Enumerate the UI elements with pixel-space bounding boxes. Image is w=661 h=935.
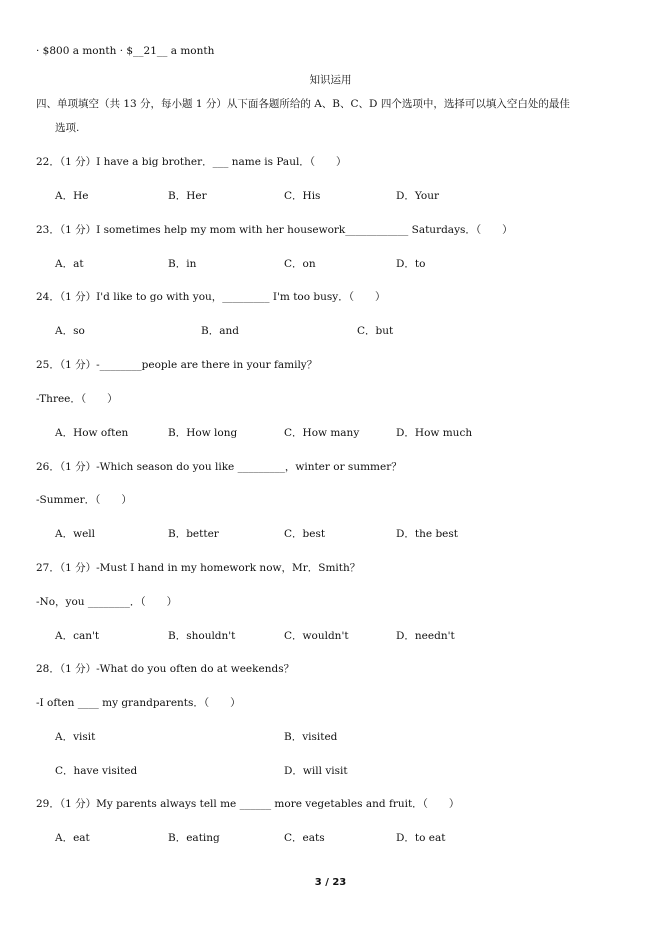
question-stem: 22．（1 分）I have a big brother．___ name is Paul．（ ） [36,156,347,168]
option-d[interactable]: D．needn't [396,630,455,642]
option-d[interactable]: D．to [396,258,426,270]
option-b[interactable]: B．Her [168,190,207,202]
option-c[interactable]: C．His [284,190,321,202]
option-a[interactable]: A．so [55,325,85,337]
option-a[interactable]: A．eat [55,832,90,844]
option-a[interactable]: A．How often [55,427,129,439]
option-c[interactable]: C．eats [284,832,325,844]
option-c[interactable]: C．but [357,325,394,337]
question-stem: 27．（1 分）-Must I hand in my homework now，Mr．Smith？ [36,562,361,574]
option-a[interactable]: A．well [55,528,96,540]
option-c[interactable]: C．best [284,528,326,540]
option-b[interactable]: B．shouldn't [168,630,236,642]
option-c[interactable]: C．wouldn't [284,630,349,642]
question-stem: 26．（1 分）-Which season do you like _________，winter or summer？ [36,461,402,473]
question-stem: 25．（1 分）-________people are there in your family？ [36,359,318,371]
option-a[interactable]: A．He [55,190,89,202]
question-stem: 28．（1 分）-What do you often do at weekends？ [36,663,295,675]
option-c[interactable]: C．have visited [55,765,138,777]
option-d[interactable]: D．How much [396,427,473,439]
option-b[interactable]: B．in [168,258,197,270]
option-b[interactable]: B．visited [284,731,338,743]
option-d[interactable]: D．to eat [396,832,446,844]
option-b[interactable]: B．eating [168,832,220,844]
top-text-line: · $800 a month · $__21__ a month [36,45,215,57]
instruction-line-1: 四、单项填空（共 13 分，每小题 1 分）从下面各题所给的 A、B、C、D 四个选项中，选择可以填入空白处的最佳 [36,98,570,110]
option-c[interactable]: C．on [284,258,316,270]
page-number: 3 / 23 [314,877,347,888]
dialog-answer-line: -Summer．（ ） [36,494,132,506]
option-d[interactable]: D．will visit [284,765,348,777]
dialog-answer-line: -I often ____ my grandparents．（ ） [36,697,241,709]
dialog-answer-line: -No，you ________．（ ） [36,596,178,608]
question-stem: 29．（1 分）My parents always tell me ______ more vegetables and fruit．（ ） [36,798,460,810]
option-b[interactable]: B．better [168,528,219,540]
option-c[interactable]: C．How many [284,427,360,439]
option-d[interactable]: D．Your [396,190,440,202]
section-title: 知识运用 [309,74,352,86]
option-a[interactable]: A．at [55,258,84,270]
question-stem: 24．（1 分）I'd like to go with you，_________ I'm too busy．（ ） [36,291,386,303]
instruction-line-2: 选项. [55,122,80,134]
question-stem: 23．（1 分）I sometimes help my mom with her housework____________ Saturdays．（ ） [36,224,513,236]
option-b[interactable]: B．How long [168,427,238,439]
option-a[interactable]: A．visit [55,731,96,743]
dialog-answer-line: -Three．（ ） [36,393,118,405]
option-b[interactable]: B．and [201,325,239,337]
option-a[interactable]: A．can't [55,630,100,642]
option-d[interactable]: D．the best [396,528,458,540]
